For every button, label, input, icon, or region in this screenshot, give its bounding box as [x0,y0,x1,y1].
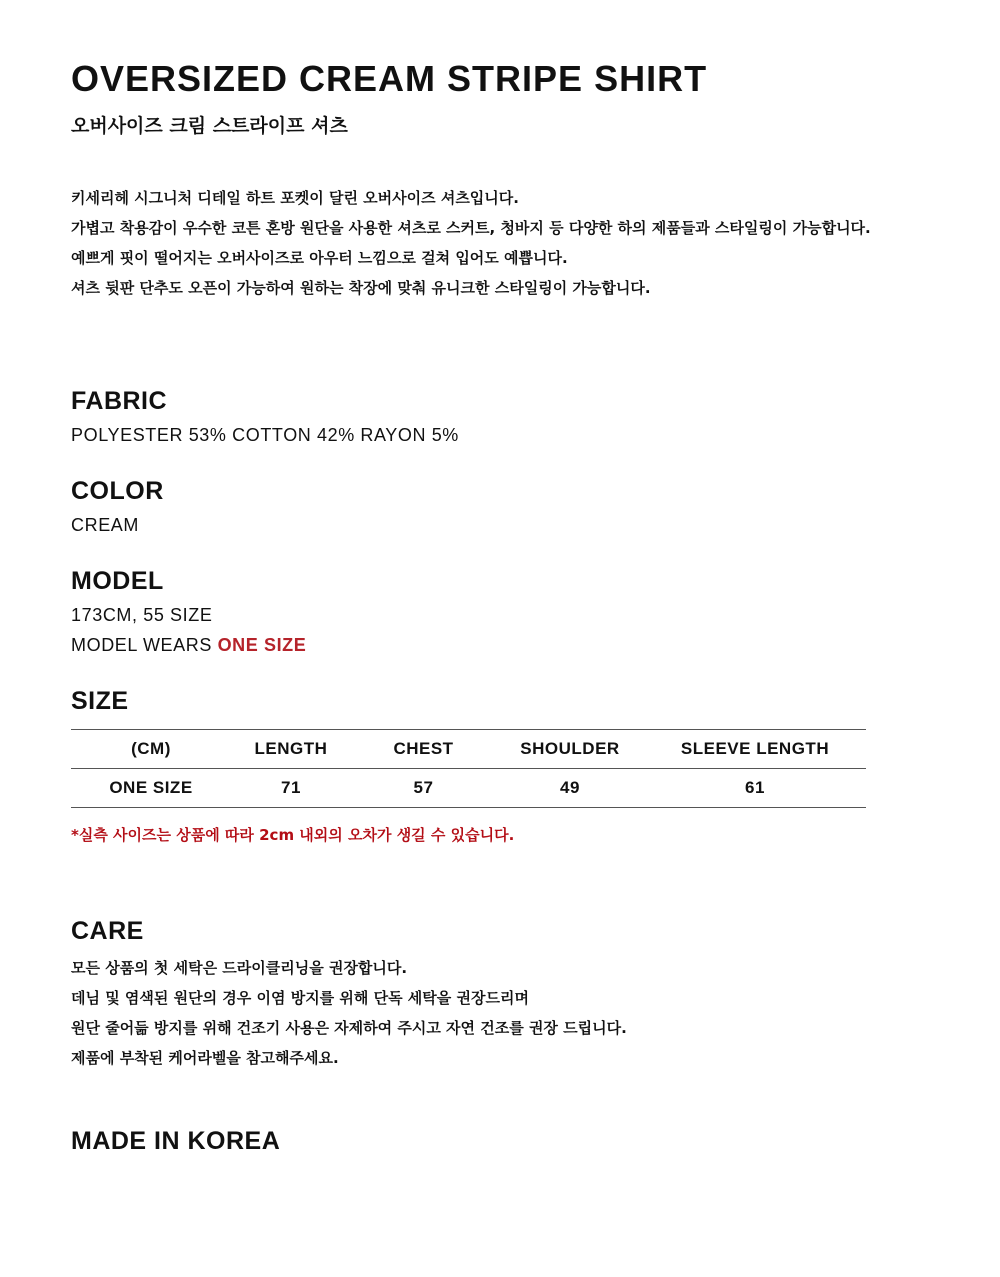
care-line: 모든 상품의 첫 세탁은 드라이클리닝을 권장합니다. [71,959,408,977]
size-disclaimer-note: *실측 사이즈는 상품에 따라 2cm 내외의 오차가 생길 수 있습니다. [71,826,515,844]
care-line: 제품에 부착된 케어라벨을 참고해주세요. [71,1049,339,1067]
description-line: 키세리헤 시그니처 디테일 하트 포켓이 달린 오버사이즈 셔츠입니다. [71,189,519,207]
table-row [71,769,866,808]
color-heading: COLOR [71,477,164,505]
care-line: 원단 줄어듦 방지를 위해 건조기 사용은 자제하여 주시고 자연 건조를 권장 드립니다. [71,1019,627,1037]
description-line: 가볍고 착용감이 우수한 코튼 혼방 원단을 사용한 셔츠로 스커트, 청바지 등 다양한 하의 제품들과 스타일링이 가능합니다. [71,219,871,237]
size-col-sleeve-length: SLEEVE LENGTH [680,739,830,758]
size-table-header-row [71,730,866,769]
size-col-unit: (CM) [131,739,171,758]
size-cell-sleeve-length: 61 [745,778,765,797]
model-wears [71,635,306,656]
size-col-shoulder: SHOULDER [520,739,620,758]
product-title: OVERSIZED CREAM STRIPE SHIRT [71,58,708,99]
care-heading: CARE [71,917,144,945]
care-instructions [71,953,627,1073]
size-cell-length: 71 [281,778,301,797]
fabric-value: POLYESTER 53% COTTON 42% RAYON 5% [71,425,459,445]
size-table [71,729,866,808]
model-wears-size: ONE SIZE [217,635,307,655]
model-heading: MODEL [71,567,164,595]
description-line: 예쁘게 핏이 떨어지는 오버사이즈로 아우터 느낌으로 걸쳐 입어도 예쁩니다. [71,249,568,267]
size-col-chest: CHEST [393,739,454,758]
size-cell-size: ONE SIZE [109,778,193,797]
model-spec: 173CM, 55 SIZE [71,605,213,625]
fabric-heading: FABRIC [71,387,168,415]
color-value: CREAM [71,515,140,535]
description-line: 셔츠 뒷판 단추도 오픈이 가능하여 원하는 착장에 맞춰 유니크한 스타일링이 가능합니다. [71,279,651,297]
made-in-label: MADE IN KOREA [71,1127,281,1155]
model-wears-label: MODEL WEARS [71,635,212,655]
size-heading: SIZE [71,687,129,715]
product-subtitle-korean: 오버사이즈 크림 스트라이프 셔츠 [71,115,348,137]
size-col-length: LENGTH [254,739,328,758]
size-cell-chest: 57 [413,778,434,797]
care-line: 데님 및 염색된 원단의 경우 이염 방지를 위해 단독 세탁을 권장드리며 [71,989,529,1007]
size-cell-shoulder: 49 [560,778,580,797]
product-description [71,183,871,303]
